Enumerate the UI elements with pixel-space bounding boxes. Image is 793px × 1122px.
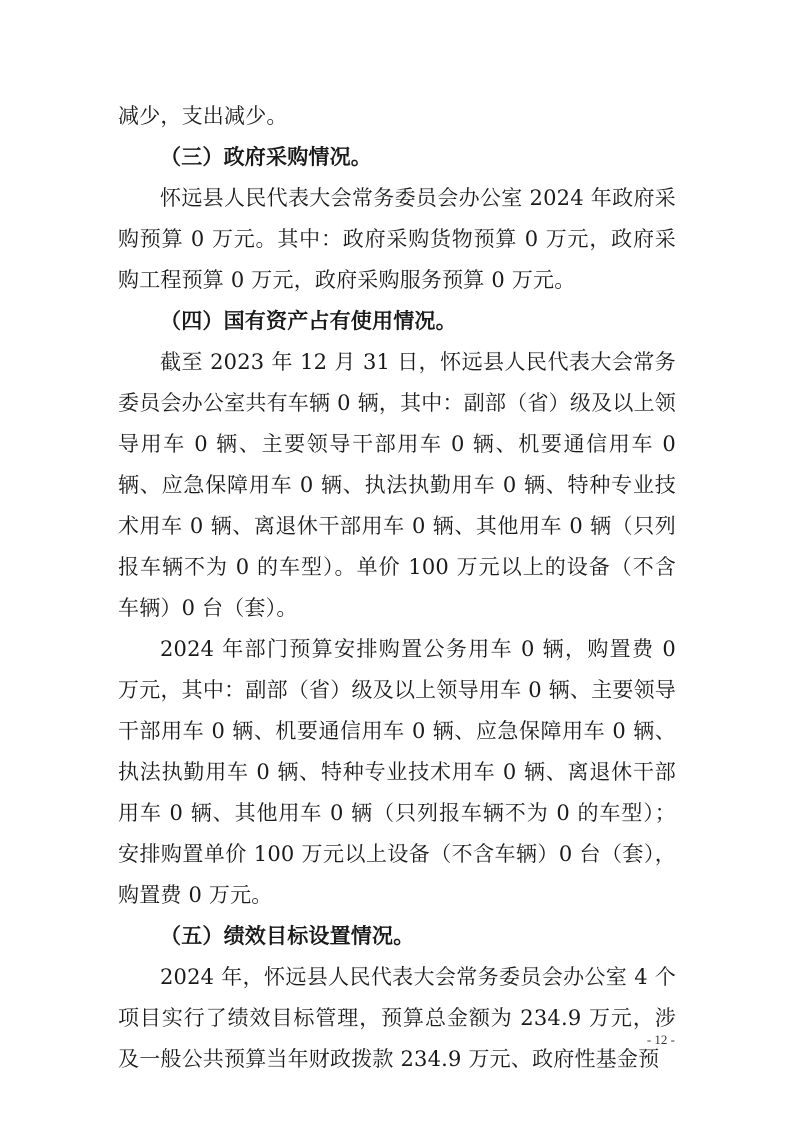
- paragraph-vehicles: 截至 2023 年 12 月 31 日，怀远县人民代表大会常务委员会办公室共有车辆 0 辆，其中：副部（省）级及以上领导用车 0 辆、主要领导干部用车 0 辆、机要通信用车 0 辆、应急保障用车 0 辆、执法执勤用车 0 辆、特种专业技术用车 0 辆、离退休干部用车 0 辆、其他用车 0 辆（只列报车辆不为 0 的车型）。单价 100 万元以上的设备（不含车辆）0 台（套）。: [118, 350, 676, 620]
- section-heading-procurement: （三）政府采购情况。: [160, 145, 372, 169]
- page-number: - 12 -: [646, 1032, 675, 1047]
- section-heading-performance: （五）绩效目标设置情况。: [160, 924, 415, 948]
- paragraph-continuation: 减少，支出减少。: [118, 104, 288, 128]
- paragraph-procurement: 怀远县人民代表大会常务委员会办公室 2024 年政府采购预算 0 万元。其中：政府采购货物预算 0 万元，政府采购工程预算 0 万元，政府采购服务预算 0 万元。: [118, 186, 676, 292]
- document-body: [118, 96, 676, 1080]
- paragraph-purchase-plan: 2024 年部门预算安排购置公务用车 0 辆，购置费 0 万元，其中：副部（省）级及以上领导用车 0 辆、主要领导干部用车 0 辆、机要通信用车 0 辆、应急保障用车 0 辆、执法执勤用车 0 辆、特种专业技术用车 0 辆、离退休干部用车 0 辆、其他用车 0 辆（只列报车辆不为 0 的车型）；安排购置单价 100 万元以上设备（不含车辆）0 台（套），购置费 0 万元。: [118, 637, 676, 907]
- paragraph-performance: 2024 年，怀远县人民代表大会常务委员会办公室 4 个项目实行了绩效目标管理，预算总金额为 234.9 万元，涉及一般公共预算当年财政拨款 234.9 万元、政府性基金预: [118, 965, 676, 1071]
- section-heading-assets: （四）国有资产占有使用情况。: [160, 309, 457, 333]
